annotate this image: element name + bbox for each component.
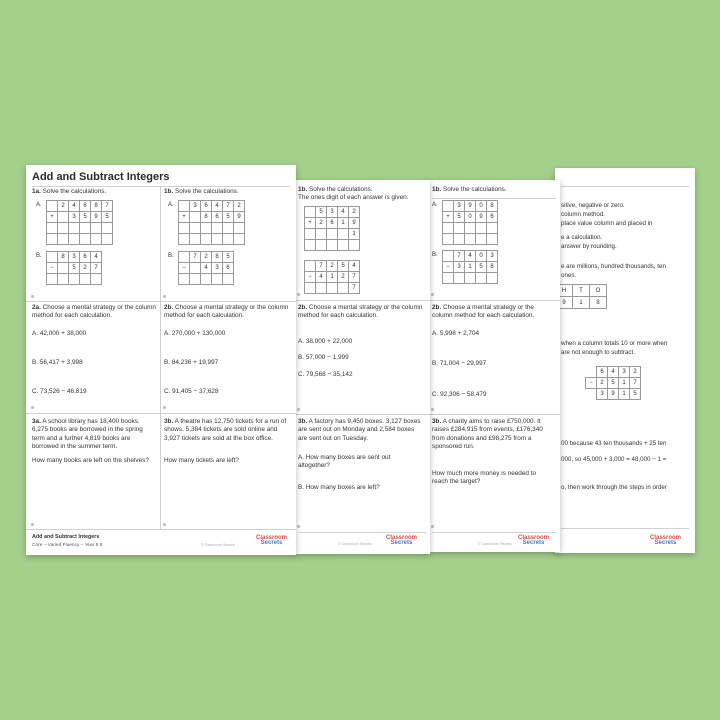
pv-value: 9 [556, 297, 573, 309]
question-3b: 3b. A factory has 9,450 boxes. 3,127 boxes are sent out on Monday and 2,584 boxes are sent out on Tuesday. [298, 418, 421, 442]
digit: 4 [608, 367, 619, 378]
worksheet-page-2: 1b. Solve the calculations. The ones digit of each answer is given. 5 3 4 2 + 2 6 1 9 1 7 2 5 4 − 4 1 2 7 7 2b. Choose a mental strategy or the column method for each calculation. A. 38,000 + 22,000 B. 57,000 − 1,999 C. 79,568 − 35,142 3b. A factory has 9,450 boxes. 3,127 boxes are sent out on Monday and 2,584 boxes are sent out on Tuesday. A. How many boxes are sent out altogether? B. How many boxes are left? © Classroom Secrets Classroom Secrets [294, 180, 430, 554]
classroom-secrets-logo: Classroom Secrets [256, 535, 288, 547]
answer-line: when a column totals 10 or more when [561, 340, 668, 347]
question-1b: 1b. Solve the calculations. [432, 186, 507, 193]
question-1b: 1b. Solve the calculations. [164, 188, 239, 195]
answer-line: 00 because 43 ten thousands + 25 ten [561, 440, 667, 447]
column-grid-a: 3 9 0 8 + 5 0 9 6 [442, 200, 498, 245]
digit: 3 [619, 367, 630, 378]
footer-title: Add and Subtract Integers [32, 534, 100, 540]
question-3a-ask: How many books are left on the shelves? [32, 457, 149, 464]
page-title: Add and Subtract Integers [32, 171, 170, 183]
question-1b: 1b. Solve the calculations. The ones digit of each answer is given. [298, 186, 409, 202]
digit: 6 [597, 367, 608, 378]
part-letter: B. [432, 252, 438, 258]
answer-digit: 3 [597, 389, 608, 400]
part-letter: B. [36, 253, 42, 259]
column-grid-b: 7 2 5 4 − 4 1 2 7 7 [304, 260, 360, 294]
answer-line: place value column and placed in [561, 220, 653, 227]
question-3b-ask: How many tickets are left? [164, 457, 239, 464]
pv-value: 1 [573, 297, 590, 309]
calc-a: A. 38,000 + 22,000 [298, 338, 353, 345]
answer-line: answer by rounding. [561, 243, 617, 250]
digit: 1 [619, 378, 630, 389]
pv-head: O [590, 285, 607, 297]
calc-b: B. 56,417 + 3,998 [32, 359, 83, 366]
question-3a: 3a. A school library has 18,400 books. 6,275 books are borrowed in the spring term and a further 4,819 books are borrowed in the summer term. [32, 418, 143, 450]
footer-subtitle: Core – Varied Fluency – Year 6 6 [32, 543, 103, 548]
place-value-table [555, 284, 607, 309]
part-letter: A. [432, 202, 438, 208]
worked-calculation [585, 366, 641, 400]
column-grid-1b-a: 3 6 4 7 2 + 8 6 5 9 [178, 200, 245, 245]
column-grid-b: 7 4 0 3 − 3 1 5 8 [442, 250, 498, 284]
digit: 2 [630, 367, 641, 378]
pv-head: H [556, 285, 573, 297]
answer-line: o, then work through the steps in order [561, 484, 667, 491]
question-3b: 3b. A theatre has 12,750 tickets for a run of shows. 5,384 tickets are sold online and 3,927 tickets are sold at the box office. [164, 418, 287, 442]
worksheet-page-3: 1b. Solve the calculations. A. 3 9 0 8 + 5 0 9 6 B. 7 4 0 3 − 3 1 5 8 2b. Choose a mental strategy or the column method for each calculation. A. 5,998 + 2,704 B. 71,004 − 29,997 C. 92,306 − 58,479 3b. A charity aims to raise £750,000. It raises £284,915 from events, £176,340 from donations and £98,275 from a sponsored run. How much more money is needed to reach the target? © Classroom Secrets Classroom Secrets [428, 180, 560, 552]
answer-digit: 5 [630, 389, 641, 400]
answer-line: e are millions, hundred thousands, ten [561, 263, 666, 270]
column-grid-1b-b: 7 2 8 5 − 4 3 6 [178, 251, 234, 285]
classroom-secrets-logo: Classroom Secrets [650, 535, 682, 547]
calc-a: A. 42,000 + 38,000 [32, 330, 87, 337]
question-2b: 2b. Choose a mental strategy or the column method for each calculation. [298, 304, 423, 320]
calc-a: A. 270,000 + 130,000 [164, 330, 226, 337]
part-letter: A. [36, 202, 42, 208]
part-letter: A. [168, 202, 174, 208]
answer-line: sitive, negative or zero. [561, 202, 625, 209]
question-2b: 2b. Choose a mental strategy or the column method for each calculation. [432, 304, 535, 320]
pv-value: 8 [590, 297, 607, 309]
digit: 2 [597, 378, 608, 389]
part-letter: B. [168, 253, 174, 259]
calc-c: C. 92,306 − 58,479 [432, 391, 487, 398]
pv-head: T [573, 285, 590, 297]
calc-c: C. 91,405 − 37,628 [164, 388, 219, 395]
answer-line: ones. [561, 272, 577, 279]
answer-line: are not enough to subtract. [561, 349, 635, 356]
calc-b: B. 71,004 − 29,997 [432, 360, 487, 367]
answer-line: e a calculation. [561, 234, 603, 241]
calc-b: B. 57,000 − 1,999 [298, 354, 349, 361]
classroom-secrets-logo: Classroom Secrets [386, 535, 418, 547]
question-3b-b: B. How many boxes are left? [298, 484, 380, 491]
question-3b: 3b. A charity aims to raise £750,000. It raises £284,915 from events, £176,340 from donations and £98,275 from a sponsored run. [432, 418, 543, 450]
worksheet-page-4 [555, 168, 695, 553]
calc-b: B. 84,236 + 19,997 [164, 359, 219, 366]
question-1a: 1a. Solve the calculations. [32, 188, 107, 195]
question-3b-a: A. How many boxes are sent out altogether? [298, 454, 391, 470]
column-grid-1a-b: 8 3 6 4 − 5 2 7 [46, 251, 102, 285]
calc-c: C. 73,526 − 46,819 [32, 388, 87, 395]
answer-digit: 9 [608, 389, 619, 400]
column-grid-a: 5 3 4 2 + 2 6 1 9 1 [304, 206, 360, 251]
divider [561, 186, 689, 187]
answer-digit: 1 [619, 389, 630, 400]
calc-a: A. 5,998 + 2,704 [432, 330, 480, 337]
digit: 5 [608, 378, 619, 389]
column-grid-1a-a: 2 4 6 8 7 + 3 5 9 5 [46, 200, 113, 245]
digit: 7 [630, 378, 641, 389]
answer-line: column method. [561, 211, 606, 218]
question-2a: 2a. Choose a mental strategy or the column method for each calculation. [32, 304, 156, 320]
operator: − [586, 378, 597, 389]
classroom-secrets-logo: Classroom Secrets [518, 535, 550, 547]
worksheet-page-1: Add and Subtract Integers 1a. Solve the calculations. A. 2 4 6 8 7 + 3 5 9 5 B. 8 3 6 4 − 5 2 7 1b. Solve the calculations. A. 3 6 4 7 2 + 8 6 5 9 B. 7 2 8 5 − 4 3 6 2a. Choose a mental strategy or the column method for each calculation. A. 42,000 + 38,000 B. 56,417 + 3,998 C. 73,526 − 46,819 2b. Choose a mental strategy or the column method for each calculation. A. 270,000 + 130,000 B. 84,236 + 19,997 C. 91,405 − 37,628 3a. A school library has 18,400 books. 6,275 books are borrowed in the spring term and a further 4,819 books are borrowed in the summer term. How many books are left on the shelves? 3b. A theatre has 12,750 tickets for a run of shows. 5,384 tickets are sold online and 3,927 tickets are sold at the box office. How many tickets are left? Add and Subtract Integers Core – Varied Fluency – Year 6 6 © Classroom Secrets Classroom Secrets [26, 165, 296, 555]
calc-c: C. 79,568 − 35,142 [298, 371, 353, 378]
question-3b-ask: How much more money is needed to reach the target? [432, 470, 537, 486]
answer-line: 000, so 45,000 + 3,000 = 48,000 − 1 = [561, 456, 667, 463]
question-2b: 2b. Choose a mental strategy or the column method for each calculation. [164, 304, 289, 320]
